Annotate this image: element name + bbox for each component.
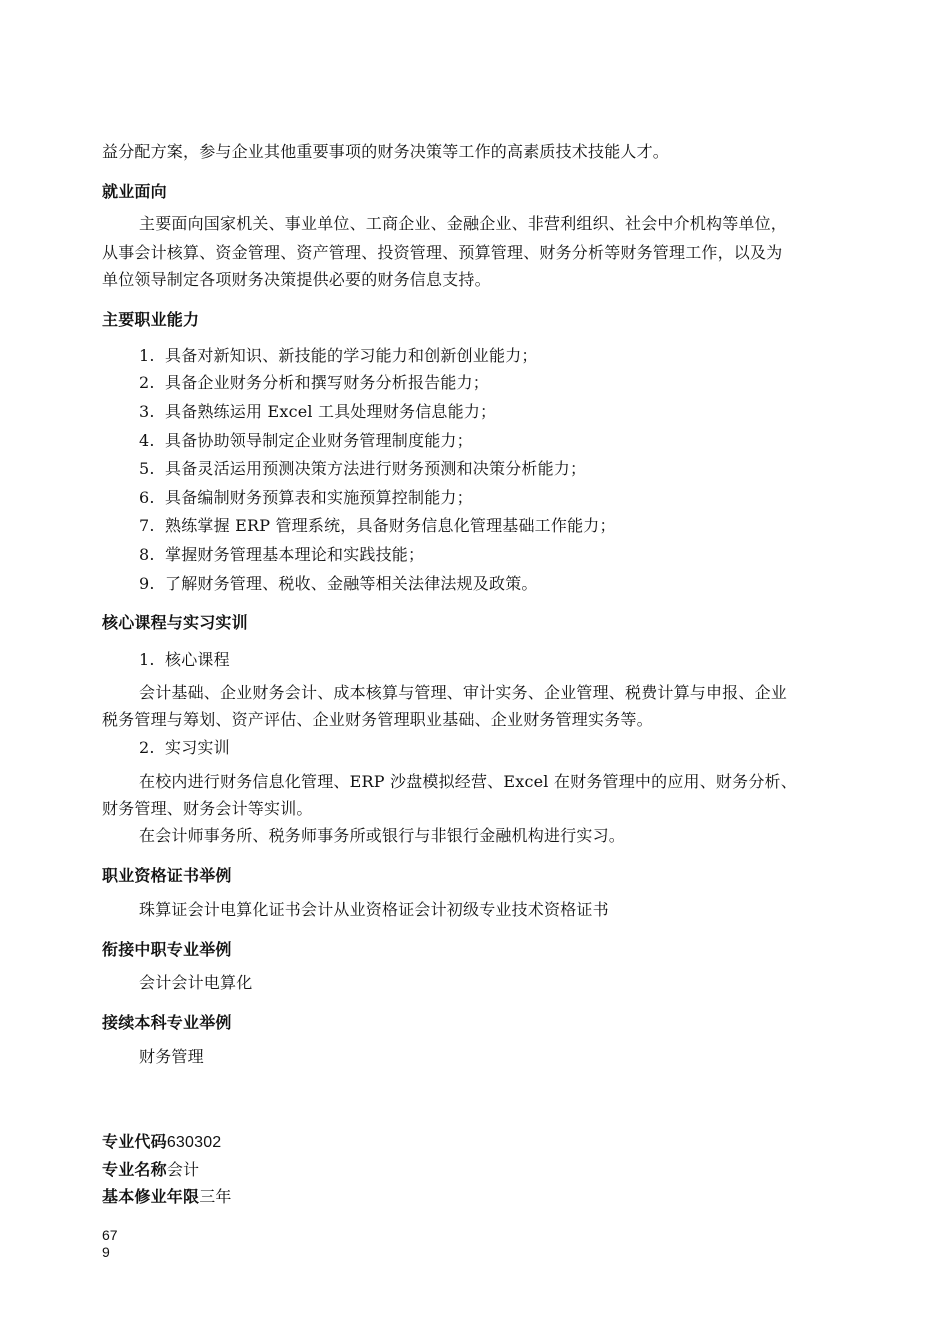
certificates-heading: 职业资格证书举例	[102, 866, 232, 885]
ability-number: 7.	[139, 516, 155, 535]
ability-number: 3.	[139, 402, 155, 421]
undergrad-heading: 接续本科专业举例	[102, 1013, 232, 1032]
ability-item	[139, 458, 586, 480]
ability-item	[139, 430, 473, 452]
major-years	[102, 1186, 232, 1208]
ability-item	[139, 401, 496, 423]
employment-line-1: 主要面向国家机关、事业单位、工商企业、金融企业、非营利组织、社会中介机构等单位，	[139, 214, 788, 233]
ability-number: 1.	[139, 346, 155, 365]
major-years-value: 三年	[199, 1187, 232, 1206]
practice-number: 2.	[139, 738, 155, 757]
major-code	[102, 1131, 221, 1154]
ability-item	[139, 345, 538, 367]
ability-item	[139, 372, 489, 394]
major-name-value: 会计	[166, 1160, 200, 1179]
ability-text: 掌握财务管理基本理论和实践技能；	[165, 545, 425, 564]
practice-label	[139, 737, 230, 759]
ability-number: 5.	[139, 459, 155, 478]
ability-item	[139, 573, 538, 595]
practice-line-1: 在校内进行财务信息化管理、ERP 沙盘模拟经营、Excel 在财务管理中的应用、财务分析、	[139, 772, 797, 791]
employment-line-3: 单位领导制定各项财务决策提供必要的财务信息支持。	[102, 270, 491, 289]
practice-line-3: 在会计师事务所、税务师事务所或银行与非银行金融机构进行实习。	[139, 826, 626, 845]
ability-item	[139, 515, 616, 537]
major-years-label: 基本修业年限	[102, 1187, 200, 1206]
core-courses-label	[139, 649, 230, 671]
page-number-line-2: 9	[102, 1244, 110, 1260]
intro-line: 益分配方案，参与企业其他重要事项的财务决策等工作的高素质技术技能人才。	[102, 142, 670, 161]
ability-number: 2.	[139, 373, 155, 392]
major-code-value: 630302	[166, 1134, 222, 1151]
ability-text: 具备编制财务预算表和实施预算控制能力；	[165, 488, 473, 507]
ability-text: 具备灵活运用预测决策方法进行财务预测和决策分析能力；	[165, 459, 587, 478]
ability-text: 具备协助领导制定企业财务管理制度能力；	[165, 431, 473, 450]
core-courses-title: 核心课程	[165, 650, 230, 669]
secondary-text: 会计会计电算化	[139, 973, 253, 992]
secondary-heading: 衔接中职专业举例	[102, 940, 232, 959]
practice-title: 实习实训	[165, 738, 230, 757]
major-name	[102, 1159, 199, 1181]
ability-item	[139, 487, 473, 509]
core-courses-number: 1.	[139, 650, 155, 669]
employment-line-2: 从事会计核算、资金管理、资产管理、投资管理、预算管理、财务分析等财务管理工作，以及为	[102, 243, 783, 262]
abilities-heading: 主要职业能力	[102, 310, 200, 329]
core-courses-line-1: 会计基础、企业财务会计、成本核算与管理、审计实务、企业管理、税费计算与申报、企业	[139, 683, 788, 702]
core-courses-line-2: 税务管理与筹划、资产评估、企业财务管理职业基础、企业财务管理实务等。	[102, 710, 653, 729]
ability-number: 8.	[139, 545, 155, 564]
ability-text: 具备熟练运用 Excel 工具处理财务信息能力；	[165, 402, 497, 421]
undergrad-text: 财务管理	[139, 1047, 204, 1066]
certificates-text: 珠算证会计电算化证书会计从业资格证会计初级专业技术资格证书	[139, 900, 609, 919]
ability-text: 具备对新知识、新技能的学习能力和创新创业能力；	[165, 346, 538, 365]
major-name-label: 专业名称	[102, 1160, 167, 1179]
practice-line-2: 财务管理、财务会计等实训。	[102, 799, 313, 818]
ability-text: 了解财务管理、税收、金融等相关法律法规及政策。	[165, 574, 538, 593]
ability-number: 9.	[139, 574, 155, 593]
employment-heading: 就业面向	[102, 182, 167, 201]
ability-number: 6.	[139, 488, 155, 507]
major-code-label: 专业代码	[102, 1132, 167, 1151]
ability-number: 4.	[139, 431, 155, 450]
page-number-line-1: 67	[102, 1227, 118, 1243]
ability-text: 熟练掌握 ERP 管理系统，具备财务信息化管理基础工作能力；	[165, 516, 616, 535]
ability-text: 具备企业财务分析和撰写财务分析报告能力；	[165, 373, 490, 392]
ability-item	[139, 544, 424, 566]
courses-heading: 核心课程与实习实训	[102, 613, 248, 632]
